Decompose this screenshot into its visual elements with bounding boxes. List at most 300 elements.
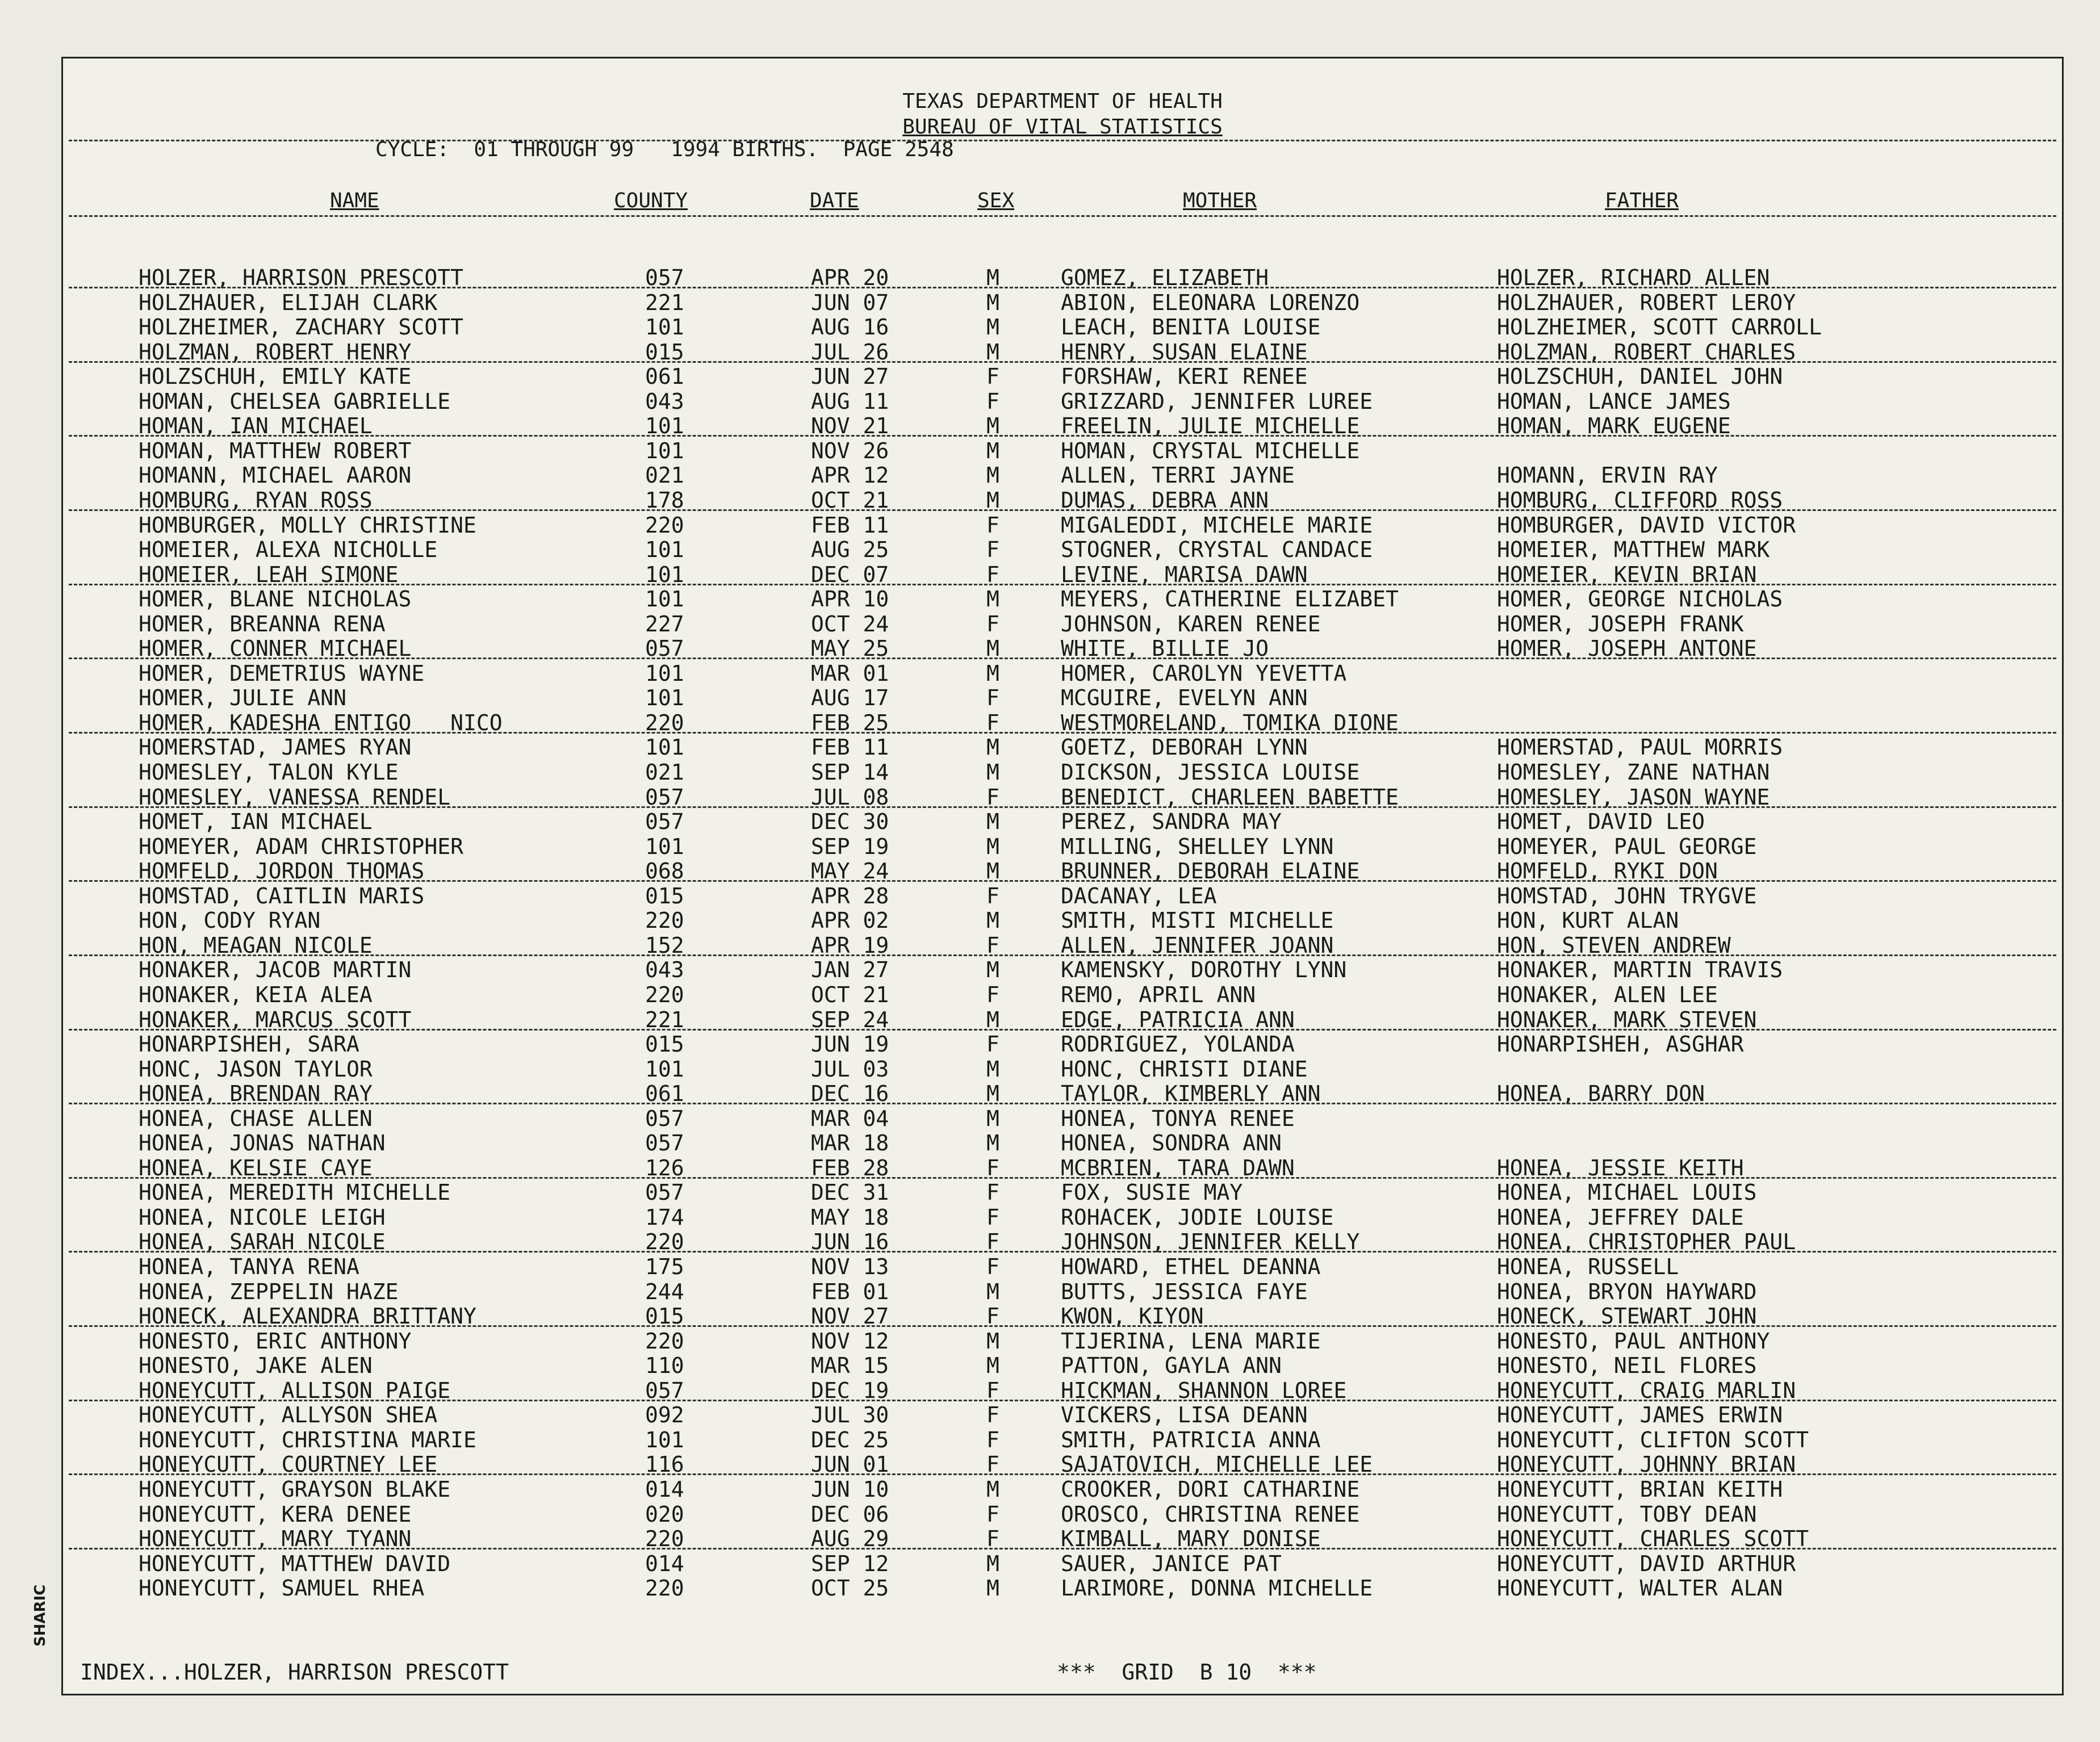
- record-row: [63, 1402, 2062, 1427]
- record-county: 068: [645, 859, 684, 884]
- record-date: FEB 25: [811, 710, 889, 735]
- record-row: [63, 389, 2062, 413]
- record-name: HOMER, JULIE ANN: [139, 685, 347, 711]
- record-row: [63, 636, 2062, 660]
- record-name: HOLZHAUER, ELIJAH CLARK: [139, 290, 438, 315]
- record-row: [63, 710, 2062, 735]
- record-county: 092: [645, 1402, 684, 1428]
- side-label: SHARIC: [32, 1584, 49, 1647]
- record-mother: ALLEN, JENNIFER JOANN: [1061, 932, 1334, 958]
- record-father: HOMEIER, MATTHEW MARK: [1497, 537, 1770, 563]
- record-father: HOMEIER, KEVIN BRIAN: [1497, 562, 1757, 587]
- record-father: HOMBURGER, DAVID VICTOR: [1497, 512, 1796, 538]
- record-name: HOMESLEY, TALON KYLE: [139, 760, 399, 785]
- record-mother: MCGUIRE, EVELYN ANN: [1061, 685, 1308, 711]
- record-father: HOLZMAN, ROBERT CHARLES: [1497, 339, 1796, 365]
- record-county: 057: [645, 1180, 684, 1205]
- record-county: 043: [645, 957, 684, 983]
- record-date: AUG 25: [811, 537, 889, 563]
- record-mother: HENRY, SUSAN ELAINE: [1061, 339, 1308, 365]
- record-date: DEC 19: [811, 1377, 889, 1403]
- record-mother: OROSCO, CHRISTINA RENEE: [1061, 1501, 1360, 1527]
- record-father: HONEA, RUSSELL: [1497, 1254, 1679, 1279]
- record-sex: F: [986, 1155, 999, 1180]
- record-row: [63, 290, 2062, 315]
- record-county: 061: [645, 1081, 684, 1107]
- record-county: 220: [645, 710, 684, 735]
- record-sex: F: [986, 1254, 999, 1279]
- record-mother: TAYLOR, KIMBERLY ANN: [1061, 1081, 1321, 1107]
- record-row: [63, 1551, 2062, 1576]
- record-row: [63, 364, 2062, 388]
- record-county: 021: [645, 760, 684, 785]
- record-mother: ABION, ELEONARA LORENZO: [1061, 290, 1360, 315]
- record-name: HOLZHEIMER, ZACHARY SCOTT: [139, 315, 463, 340]
- record-name: HONECK, ALEXANDRA BRITTANY: [139, 1304, 476, 1329]
- record-date: NOV 12: [811, 1328, 889, 1354]
- record-row: [63, 1229, 2062, 1254]
- record-mother: HONC, CHRISTI DIANE: [1061, 1056, 1308, 1082]
- record-row: [63, 834, 2062, 859]
- record-sex: M: [986, 760, 999, 785]
- record-name: HOMEYER, ADAM CHRISTOPHER: [139, 834, 463, 859]
- record-sex: M: [986, 1328, 999, 1354]
- record-sex: M: [986, 438, 999, 463]
- record-date: MAR 18: [811, 1130, 889, 1156]
- record-county: 057: [645, 809, 684, 835]
- record-date: JAN 27: [811, 957, 889, 983]
- record-father: HOMANN, ERVIN RAY: [1497, 463, 1718, 488]
- record-date: JUN 27: [811, 364, 889, 390]
- record-mother: DACANAY, LEA: [1061, 883, 1217, 908]
- record-mother: HOWARD, ETHEL DEANNA: [1061, 1254, 1321, 1279]
- record-sex: M: [986, 660, 999, 686]
- record-date: FEB 11: [811, 735, 889, 760]
- record-father: HOLZHAUER, ROBERT LEROY: [1497, 290, 1796, 315]
- record-sex: M: [986, 315, 999, 340]
- record-row: [63, 1205, 2062, 1229]
- record-mother: WHITE, BILLIE JO: [1061, 636, 1269, 661]
- record-sex: M: [986, 339, 999, 365]
- record-mother: PATTON, GAYLA ANN: [1061, 1353, 1282, 1379]
- record-name: HOMESLEY, VANESSA RENDEL: [139, 784, 451, 810]
- record-row: [63, 463, 2062, 487]
- record-date: SEP 19: [811, 834, 889, 859]
- record-county: 061: [645, 364, 684, 390]
- record-sex: M: [986, 1106, 999, 1131]
- record-row: [63, 1378, 2062, 1402]
- record-father: HONEA, JEFFREY DALE: [1497, 1204, 1744, 1230]
- record-name: HONESTO, JAKE ALEN: [139, 1353, 373, 1379]
- record-county: 110: [645, 1353, 684, 1379]
- record-date: AUG 17: [811, 685, 889, 711]
- record-row: [63, 1304, 2062, 1328]
- record-mother: FOX, SUSIE MAY: [1061, 1180, 1243, 1205]
- record-row: [63, 982, 2062, 1007]
- record-date: OCT 24: [811, 611, 889, 636]
- record-father: HOMBURG, CLIFFORD ROSS: [1497, 487, 1783, 513]
- col-header-date: DATE: [810, 189, 859, 212]
- record-date: SEP 12: [811, 1551, 889, 1576]
- record-date: JUN 16: [811, 1229, 889, 1255]
- record-sex: M: [986, 636, 999, 661]
- record-name: HONEA, JONAS NATHAN: [139, 1130, 386, 1156]
- record-mother: SMITH, MISTI MICHELLE: [1061, 908, 1334, 933]
- record-sex: F: [986, 388, 999, 414]
- record-row: [63, 1427, 2062, 1452]
- record-row: [63, 1155, 2062, 1180]
- record-date: FEB 28: [811, 1155, 889, 1180]
- record-date: APR 02: [811, 908, 889, 933]
- record-date: JUL 03: [811, 1056, 889, 1082]
- record-father: HOMESLEY, JASON WAYNE: [1497, 784, 1770, 810]
- record-county: 021: [645, 463, 684, 488]
- record-mother: EDGE, PATRICIA ANN: [1061, 1007, 1295, 1032]
- record-date: MAY 24: [811, 859, 889, 884]
- record-row: [63, 760, 2062, 784]
- record-sex: F: [986, 1452, 999, 1477]
- record-date: SEP 24: [811, 1007, 889, 1032]
- record-mother: SMITH, PATRICIA ANNA: [1061, 1427, 1321, 1452]
- col-header-sex: SEX: [977, 189, 1015, 212]
- record-mother: MIGALEDDI, MICHELE MARIE: [1061, 512, 1373, 538]
- record-county: 220: [645, 1229, 684, 1255]
- record-father: HOMSTAD, JOHN TRYGVE: [1497, 883, 1757, 908]
- record-row: [63, 1032, 2062, 1056]
- record-father: HOMER, GEORGE NICHOLAS: [1497, 587, 1783, 612]
- record-father: HONARPISHEH, ASGHAR: [1497, 1032, 1744, 1057]
- record-county: 015: [645, 1032, 684, 1057]
- record-name: HOMET, IAN MICHAEL: [139, 809, 373, 835]
- record-row: [63, 413, 2062, 438]
- record-date: DEC 25: [811, 1427, 889, 1452]
- record-county: 101: [645, 735, 684, 760]
- record-county: 220: [645, 1526, 684, 1552]
- record-mother: BENEDICT, CHARLEEN BABETTE: [1061, 784, 1399, 810]
- record-row: [63, 265, 2062, 290]
- record-mother: HICKMAN, SHANNON LOREE: [1061, 1377, 1347, 1403]
- record-sex: M: [986, 908, 999, 933]
- record-father: HON, KURT ALAN: [1497, 908, 1679, 933]
- record-father: HOMAN, LANCE JAMES: [1497, 388, 1731, 414]
- record-county: 126: [645, 1155, 684, 1180]
- record-name: HOMSTAD, CAITLIN MARIS: [139, 883, 425, 908]
- record-name: HONARPISHEH, SARA: [139, 1032, 359, 1057]
- record-sex: F: [986, 537, 999, 563]
- record-sex: M: [986, 487, 999, 513]
- record-sex: F: [986, 932, 999, 958]
- record-father: HONAKER, MARTIN TRAVIS: [1497, 957, 1783, 983]
- record-mother: SAUER, JANICE PAT: [1061, 1551, 1282, 1576]
- column-header-divider: [69, 215, 2056, 217]
- record-row: [63, 340, 2062, 364]
- record-row: [63, 587, 2062, 611]
- record-row: [63, 809, 2062, 834]
- record-name: HONEA, CHASE ALLEN: [139, 1106, 373, 1131]
- record-county: 101: [645, 685, 684, 711]
- record-row: [63, 488, 2062, 512]
- record-date: DEC 06: [811, 1501, 889, 1527]
- record-name: HOLZMAN, ROBERT HENRY: [139, 339, 412, 365]
- footer-grid: *** GRID B 10 ***: [1057, 1660, 1317, 1685]
- record-date: JUN 10: [811, 1476, 889, 1502]
- record-mother: JOHNSON, KAREN RENEE: [1061, 611, 1321, 636]
- record-sex: F: [986, 685, 999, 711]
- record-mother: LEVINE, MARISA DAWN: [1061, 562, 1308, 587]
- record-father: HONEYCUTT, DAVID ARTHUR: [1497, 1551, 1796, 1576]
- footer-index: INDEX...HOLZER, HARRISON PRESCOTT: [80, 1660, 509, 1685]
- record-mother: GOETZ, DEBORAH LYNN: [1061, 735, 1308, 760]
- record-father: HONEYCUTT, CLIFTON SCOTT: [1497, 1427, 1809, 1452]
- record-date: JUN 01: [811, 1452, 889, 1477]
- record-name: HONEA, MEREDITH MICHELLE: [139, 1180, 451, 1205]
- record-sex: F: [986, 1180, 999, 1205]
- record-sex: M: [986, 463, 999, 488]
- record-row: [63, 883, 2062, 908]
- record-row: [63, 1180, 2062, 1204]
- record-father: HONAKER, MARK STEVEN: [1497, 1007, 1757, 1032]
- record-father: HOMET, DAVID LEO: [1497, 809, 1705, 835]
- record-name: HONAKER, MARCUS SCOTT: [139, 1007, 412, 1032]
- col-header-name: NAME: [330, 189, 379, 212]
- record-county: 020: [645, 1501, 684, 1527]
- record-county: 116: [645, 1452, 684, 1477]
- record-name: HOMAN, MATTHEW ROBERT: [139, 438, 412, 463]
- record-mother: KWON, KIYON: [1061, 1304, 1204, 1329]
- record-sex: M: [986, 1476, 999, 1502]
- record-name: HOMER, DEMETRIUS WAYNE: [139, 660, 425, 686]
- record-date: APR 10: [811, 587, 889, 612]
- record-row: [63, 562, 2062, 587]
- record-mother: DUMAS, DEBRA ANN: [1061, 487, 1269, 513]
- record-name: HOMER, BREANNA RENA: [139, 611, 386, 636]
- record-sex: F: [986, 1377, 999, 1403]
- header-divider: [69, 140, 2056, 141]
- record-date: JUL 30: [811, 1402, 889, 1428]
- record-mother: BRUNNER, DEBORAH ELAINE: [1061, 859, 1360, 884]
- col-header-county: COUNTY: [614, 189, 688, 212]
- record-county: 220: [645, 908, 684, 933]
- record-sex: F: [986, 784, 999, 810]
- record-sex: F: [986, 512, 999, 538]
- record-father: HOMER, JOSEPH FRANK: [1497, 611, 1744, 636]
- record-county: 101: [645, 413, 684, 439]
- record-row: [63, 661, 2062, 685]
- record-date: MAR 15: [811, 1353, 889, 1379]
- record-county: 015: [645, 1304, 684, 1329]
- record-father: HON, STEVEN ANDREW: [1497, 932, 1731, 958]
- record-date: APR 19: [811, 932, 889, 958]
- record-row: [63, 1526, 2062, 1551]
- record-mother: BUTTS, JESSICA FAYE: [1061, 1279, 1308, 1304]
- record-name: HONC, JASON TAYLOR: [139, 1056, 373, 1082]
- record-row: [63, 1057, 2062, 1081]
- record-row: [63, 513, 2062, 537]
- record-name: HONAKER, KEIA ALEA: [139, 982, 373, 1007]
- record-sex: M: [986, 290, 999, 315]
- record-county: 244: [645, 1279, 684, 1304]
- record-sex: M: [986, 1130, 999, 1156]
- record-row: [63, 957, 2062, 982]
- record-mother: ALLEN, TERRI JAYNE: [1061, 463, 1295, 488]
- record-mother: STOGNER, CRYSTAL CANDACE: [1061, 537, 1373, 563]
- record-date: FEB 11: [811, 512, 889, 538]
- record-name: HONEYCUTT, ALLYSON SHEA: [139, 1402, 438, 1428]
- record-date: DEC 31: [811, 1180, 889, 1205]
- record-sex: M: [986, 1056, 999, 1082]
- record-county: 101: [645, 562, 684, 587]
- record-mother: HONEA, SONDRA ANN: [1061, 1130, 1282, 1156]
- record-father: HONEYCUTT, BRIAN KEITH: [1497, 1476, 1783, 1502]
- record-date: OCT 21: [811, 982, 889, 1007]
- record-sex: M: [986, 859, 999, 884]
- record-county: 220: [645, 512, 684, 538]
- record-sex: F: [986, 710, 999, 735]
- record-sex: M: [986, 1551, 999, 1576]
- record-date: AUG 16: [811, 315, 889, 340]
- record-father: HONECK, STEWART JOHN: [1497, 1304, 1757, 1329]
- record-mother: HONEA, TONYA RENEE: [1061, 1106, 1295, 1131]
- record-row: [63, 1106, 2062, 1130]
- record-name: HOMFELD, JORDON THOMAS: [139, 859, 425, 884]
- record-name: HOMBURGER, MOLLY CHRISTINE: [139, 512, 476, 538]
- record-sex: M: [986, 265, 999, 290]
- record-county: 101: [645, 1056, 684, 1082]
- record-county: 057: [645, 1106, 684, 1131]
- record-mother: JOHNSON, JENNIFER KELLY: [1061, 1229, 1360, 1255]
- record-name: HONEA, ZEPPELIN HAZE: [139, 1279, 399, 1304]
- agency-title: TEXAS DEPARTMENT OF HEALTH: [902, 90, 1223, 113]
- record-mother: ROHACEK, JODIE LOUISE: [1061, 1204, 1334, 1230]
- record-county: 101: [645, 315, 684, 340]
- record-name: HOMER, BLANE NICHOLAS: [139, 587, 412, 612]
- record-date: MAY 18: [811, 1204, 889, 1230]
- record-sex: F: [986, 1204, 999, 1230]
- record-name: HONEYCUTT, GRAYSON BLAKE: [139, 1476, 451, 1502]
- record-row: [63, 1130, 2062, 1155]
- record-sex: M: [986, 957, 999, 983]
- record-county: 057: [645, 1130, 684, 1156]
- record-mother: MILLING, SHELLEY LYNN: [1061, 834, 1334, 859]
- record-mother: MEYERS, CATHERINE ELIZABET: [1061, 587, 1399, 612]
- record-mother: VICKERS, LISA DEANN: [1061, 1402, 1308, 1428]
- record-date: FEB 01: [811, 1279, 889, 1304]
- record-name: HOLZER, HARRISON PRESCOTT: [139, 265, 463, 290]
- record-name: HOMERSTAD, JAMES RYAN: [139, 735, 412, 760]
- record-sex: F: [986, 562, 999, 587]
- record-county: 220: [645, 982, 684, 1007]
- col-header-father: FATHER: [1605, 189, 1679, 212]
- record-name: HOMER, KADESHA ENTIGO NICO: [139, 710, 503, 735]
- record-county: 057: [645, 265, 684, 290]
- record-row: [63, 1254, 2062, 1279]
- record-name: HONEYCUTT, MARY TYANN: [139, 1526, 412, 1552]
- record-row: [63, 1329, 2062, 1353]
- record-sex: M: [986, 587, 999, 612]
- record-mother: RODRIGUEZ, YOLANDA: [1061, 1032, 1295, 1057]
- record-county: 014: [645, 1551, 684, 1576]
- record-date: NOV 13: [811, 1254, 889, 1279]
- record-name: HON, CODY RYAN: [139, 908, 321, 933]
- record-name: HOLZSCHUH, EMILY KATE: [139, 364, 412, 390]
- record-sex: M: [986, 413, 999, 439]
- record-sex: M: [986, 1081, 999, 1107]
- record-father: HONEYCUTT, JAMES ERWIN: [1497, 1402, 1783, 1428]
- record-date: DEC 30: [811, 809, 889, 835]
- record-date: MAR 01: [811, 660, 889, 686]
- record-mother: PEREZ, SANDRA MAY: [1061, 809, 1282, 835]
- record-father: HONEYCUTT, WALTER ALAN: [1497, 1576, 1783, 1601]
- record-mother: HOMAN, CRYSTAL MICHELLE: [1061, 438, 1360, 463]
- record-sex: M: [986, 1353, 999, 1379]
- record-date: DEC 07: [811, 562, 889, 587]
- record-row: [63, 438, 2062, 463]
- record-date: APR 12: [811, 463, 889, 488]
- record-name: HOMER, CONNER MICHAEL: [139, 636, 412, 661]
- record-sex: M: [986, 1007, 999, 1032]
- record-name: HONEA, SARAH NICOLE: [139, 1229, 386, 1255]
- record-row: [63, 315, 2062, 339]
- record-county: 101: [645, 1427, 684, 1452]
- record-name: HONEYCUTT, ALLISON PAIGE: [139, 1377, 451, 1403]
- record-row: [63, 1353, 2062, 1377]
- cycle-line: CYCLE: 01 THROUGH 99 1994 BIRTHS. PAGE 2548: [375, 138, 954, 161]
- record-row: [63, 1081, 2062, 1106]
- record-mother: KAMENSKY, DOROTHY LYNN: [1061, 957, 1347, 983]
- record-mother: HOMER, CAROLYN YEVETTA: [1061, 660, 1347, 686]
- record-county: 043: [645, 388, 684, 414]
- record-sex: M: [986, 1576, 999, 1601]
- record-sex: F: [986, 883, 999, 908]
- record-date: JUN 07: [811, 290, 889, 315]
- record-row: [63, 1576, 2062, 1600]
- record-name: HONEA, TANYA RENA: [139, 1254, 359, 1279]
- record-county: 178: [645, 487, 684, 513]
- record-father: HOMFELD, RYKI DON: [1497, 859, 1718, 884]
- record-mother: FORSHAW, KERI RENEE: [1061, 364, 1308, 390]
- record-mother: LEACH, BENITA LOUISE: [1061, 315, 1321, 340]
- record-row: [63, 1279, 2062, 1304]
- record-name: HONEYCUTT, SAMUEL RHEA: [139, 1576, 425, 1601]
- record-name: HOMEIER, LEAH SIMONE: [139, 562, 399, 587]
- record-father: HONESTO, PAUL ANTHONY: [1497, 1328, 1770, 1354]
- record-county: 015: [645, 883, 684, 908]
- record-mother: CROOKER, DORI CATHARINE: [1061, 1476, 1360, 1502]
- record-row: [63, 612, 2062, 636]
- record-father: HONEA, CHRISTOPHER PAUL: [1497, 1229, 1796, 1255]
- record-row: [63, 685, 2062, 710]
- record-mother: LARIMORE, DONNA MICHELLE: [1061, 1576, 1373, 1601]
- record-county: 227: [645, 611, 684, 636]
- record-name: HOMEIER, ALEXA NICHOLLE: [139, 537, 438, 563]
- record-father: HONEYCUTT, TOBY DEAN: [1497, 1501, 1757, 1527]
- record-father: HOMESLEY, ZANE NATHAN: [1497, 760, 1770, 785]
- record-sex: F: [986, 1032, 999, 1057]
- record-name: HONEYCUTT, COURTNEY LEE: [139, 1452, 438, 1477]
- record-sex: F: [986, 1526, 999, 1552]
- record-mother: REMO, APRIL ANN: [1061, 982, 1256, 1007]
- record-row: [63, 785, 2062, 809]
- record-county: 015: [645, 339, 684, 365]
- record-sex: F: [986, 1304, 999, 1329]
- record-county: 101: [645, 438, 684, 463]
- record-county: 057: [645, 1377, 684, 1403]
- record-name: HONEYCUTT, KERA DENEE: [139, 1501, 412, 1527]
- record-date: APR 20: [811, 265, 889, 290]
- record-father: HONEYCUTT, CRAIG MARLIN: [1497, 1377, 1796, 1403]
- record-row: [63, 1477, 2062, 1501]
- record-row: [63, 1007, 2062, 1032]
